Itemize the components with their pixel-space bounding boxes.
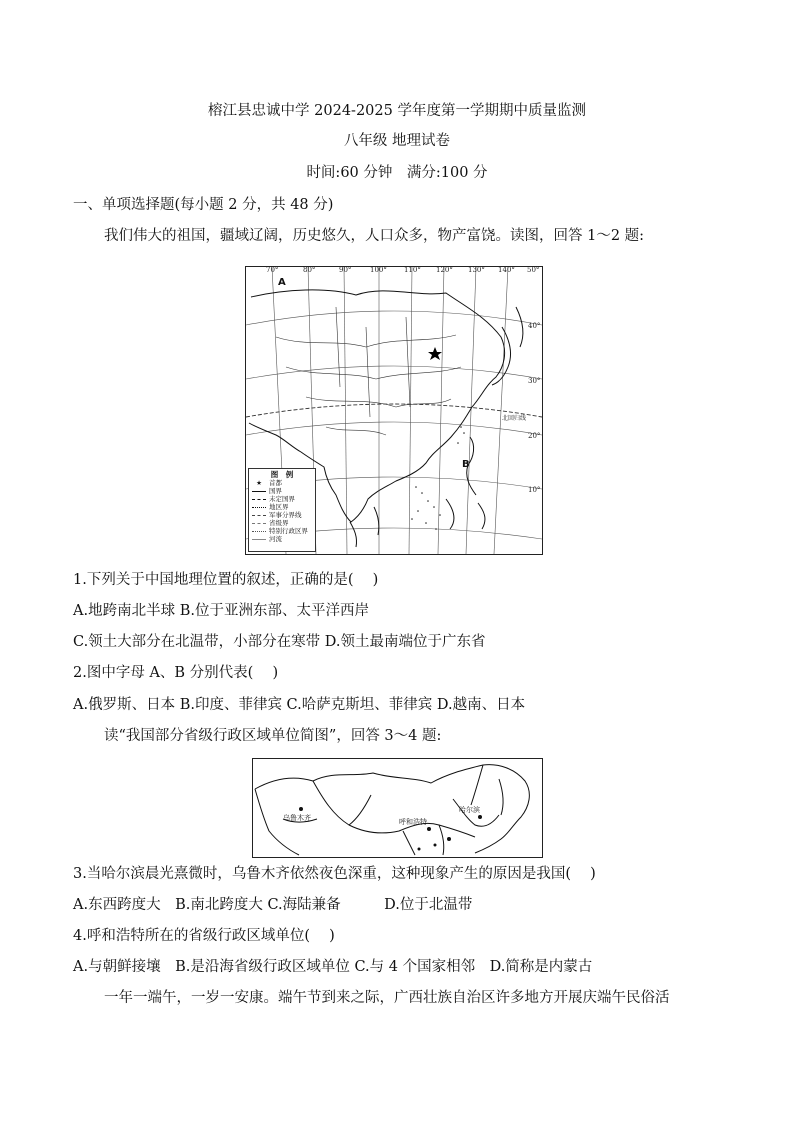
lat-tick: 20° [528,432,541,440]
military-line-icon [252,515,266,516]
map-letter-a: A [278,277,286,288]
tropic-label: 北回归线 [502,415,527,422]
national-border-icon [252,491,266,492]
lat-tick: 10° [528,486,541,494]
lon-tick: 90° [339,266,352,274]
legend-item [249,535,315,543]
section-heading: 一、单项选择题(每小题 2 分，共 48 分) [73,197,334,213]
region-border-icon [252,507,266,508]
legend-title: 图 例 [270,470,294,479]
lon-tick: 120° [436,266,453,274]
question-4-stem: 4.呼和浩特所在的省级行政区域单位( ) [73,928,335,944]
legend-item [249,519,315,527]
provincial-border-icon [252,523,266,524]
question-1-options-c-d: C.领土大部分在北温带，小部分在寒带 D.领土最南端位于广东省 [73,634,486,650]
legend-label: 首都 [269,479,282,487]
question-1-options-a-b: A.地跨南北半球 B.位于亚洲东部、太平洋西岸 [73,603,369,619]
legend-item [249,527,315,535]
lon-tick: 80° [303,266,316,274]
question-1-stem: 1.下列关于中国地理位置的叙述，正确的是( ) [73,572,379,588]
lat-tick: 30° [528,377,541,385]
lon-tick: 130° [468,266,485,274]
lon-tick: 70° [266,266,279,274]
china-provinces-map-graphic [253,759,542,857]
city-label-hohhot: 呼和浩特 [399,818,427,826]
legend-item [249,511,315,519]
section-intro: 我们伟大的祖国，疆域辽阔，历史悠久，人口众多，物产富饶。读图，回答 1～2 题: [104,228,645,244]
river-icon [252,539,266,540]
legend-label: 军事分界线 [269,511,302,519]
lat-tick: 40° [528,322,541,330]
map-legend [248,468,316,552]
legend-item [249,503,315,511]
city-label-harbin: 哈尔滨 [459,806,480,814]
exam-meta: 时间:60 分钟 满分:100 分 [306,165,488,181]
sar-border-icon [252,531,266,532]
asia-map [245,266,543,555]
lon-tick: 100° [370,266,387,274]
lon-tick: 140° [498,266,515,274]
legend-label: 河流 [269,535,282,543]
legend-item [249,495,315,503]
read-instruction: 读“我国部分省级行政区域单位简图”，回答 3～4 题: [104,728,442,744]
capital-star-icon: ★ [256,479,262,487]
question-3-stem: 3.当哈尔滨晨光熹微时，乌鲁木齐依然夜色深重，这种现象产生的原因是我国( ) [73,866,596,882]
china-provinces-map [252,758,543,858]
question-2-stem: 2.图中字母 A、B 分别代表( ) [73,665,279,681]
legend-item [249,479,315,487]
legend-label: 省级界 [269,519,289,527]
question-4-options: A.与朝鲜接壤 B.是沿海省级行政区域单位 C.与 4 个国家相邻 D.简称是内蒙古 [73,959,593,975]
exam-title: 榕江县忠诚中学 2024-2025 学年度第一学期期中质量监测 [208,103,586,119]
undetermined-border-icon [252,499,266,500]
lat-tick: 50° [527,266,540,274]
city-label-urumqi: 乌鲁木齐 [283,814,311,822]
passage-text: 一年一端午，一岁一安康。端午节到来之际，广西壮族自治区许多地方开展庆端午民俗活 [104,990,670,1006]
question-3-options: A.东西跨度大 B.南北跨度大 C.海陆兼备 D.位于北温带 [73,897,473,913]
legend-label: 国界 [269,487,282,495]
exam-subtitle: 八年级 地理试卷 [343,133,451,149]
legend-label: 特别行政区界 [269,527,308,535]
legend-label: 地区界 [269,503,289,511]
legend-item [249,487,315,495]
legend-label: 未定国界 [269,495,295,503]
lon-tick: 110° [404,266,421,274]
question-2-options: A.俄罗斯、日本 B.印度、菲律宾 C.哈萨克斯坦、菲律宾 D.越南、日本 [73,697,526,713]
map-letter-b: B [462,459,470,470]
